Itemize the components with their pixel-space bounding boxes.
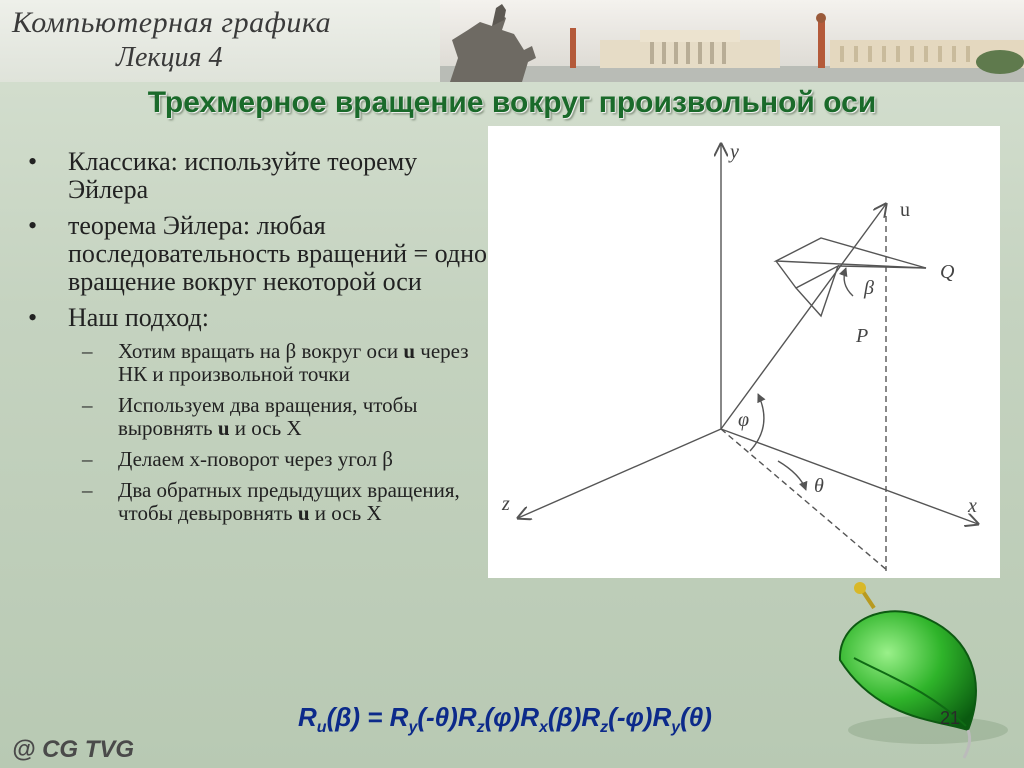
x-axis <box>721 429 978 524</box>
sub-bullet-item <box>28 340 488 386</box>
sub-bullet-text: через НК и произвольной точки <box>118 339 469 386</box>
projection-line <box>721 429 888 571</box>
x-axis-label: x <box>968 495 977 517</box>
theta-arc <box>778 461 806 490</box>
phi-label: φ <box>738 409 750 431</box>
lecture-label: Лекция 4 <box>116 42 223 73</box>
sub-bullet-text: Используем два вращения, чтобы выровнять <box>118 393 418 440</box>
slide-title: Трехмерное вращение вокруг произвольной оси <box>147 86 877 119</box>
dash-icon: – <box>82 393 93 417</box>
footer-logo: @ CG TVG <box>12 736 135 763</box>
vector-u-label: u <box>403 339 416 363</box>
point-q-label: Q <box>940 261 955 283</box>
triangle-p <box>796 266 838 316</box>
sub-bullet-text: Хотим вращать на β вокруг оси <box>118 339 404 363</box>
z-axis <box>518 429 721 518</box>
triangle-edge <box>776 261 796 288</box>
bullet-dot-icon: • <box>28 147 38 176</box>
point-p-label: P <box>856 325 869 347</box>
triangle-edge <box>838 266 926 268</box>
sub-bullet-item <box>28 448 488 471</box>
bullet-item <box>28 304 488 332</box>
vector-u <box>721 204 886 429</box>
sub-bullet-text: и ось X <box>309 501 382 525</box>
bullet-text: Наш подход: <box>68 303 209 332</box>
vector-u-label: u <box>297 501 310 525</box>
header-photo-banner <box>440 0 1024 82</box>
vector-u-label: u <box>217 416 230 440</box>
rotation-diagram <box>488 126 1000 578</box>
sub-bullet-text: Два обратных предыдущих вращения, чтобы девыровнять <box>118 478 460 525</box>
bullet-text: теорема Эйлера: любая последовательность вращений = одно вращение вокруг некоторой оси <box>68 211 488 296</box>
bullet-dot-icon: • <box>28 303 38 332</box>
dash-icon: – <box>82 447 93 471</box>
sub-bullet-text: и ось X <box>229 416 302 440</box>
bullet-item <box>28 212 488 296</box>
dash-icon: – <box>82 339 93 363</box>
beta-label: β <box>864 277 874 299</box>
leaf-logo-icon <box>818 580 1018 768</box>
header-bar <box>0 0 1024 82</box>
sub-bullet-text: Делаем x-поворот через угол β <box>118 447 393 471</box>
bullet-text: Классика: используйте теорему Эйлера <box>68 147 418 204</box>
page-number: 21 <box>940 708 961 728</box>
triangle-q <box>776 238 926 268</box>
bullet-item <box>28 148 488 204</box>
phi-arc <box>750 394 764 451</box>
z-axis-label: z <box>502 493 510 515</box>
bullet-list <box>28 148 488 533</box>
y-axis-label: y <box>730 141 739 163</box>
theta-label: θ <box>814 475 824 497</box>
sub-bullet-item <box>28 394 488 440</box>
course-title: Компьютерная графика <box>12 6 332 39</box>
rotation-formula: $R_u(\beta) = R_y(-\theta)R_z(\varphi)R_x(\beta)R_z(-\varphi)R_y(\theta)$ <box>298 702 712 737</box>
dash-icon: – <box>82 478 93 502</box>
sub-bullet-item <box>28 479 488 525</box>
beta-arc <box>844 268 853 296</box>
bullet-dot-icon: • <box>28 211 38 240</box>
vector-u-label: u <box>900 199 910 221</box>
